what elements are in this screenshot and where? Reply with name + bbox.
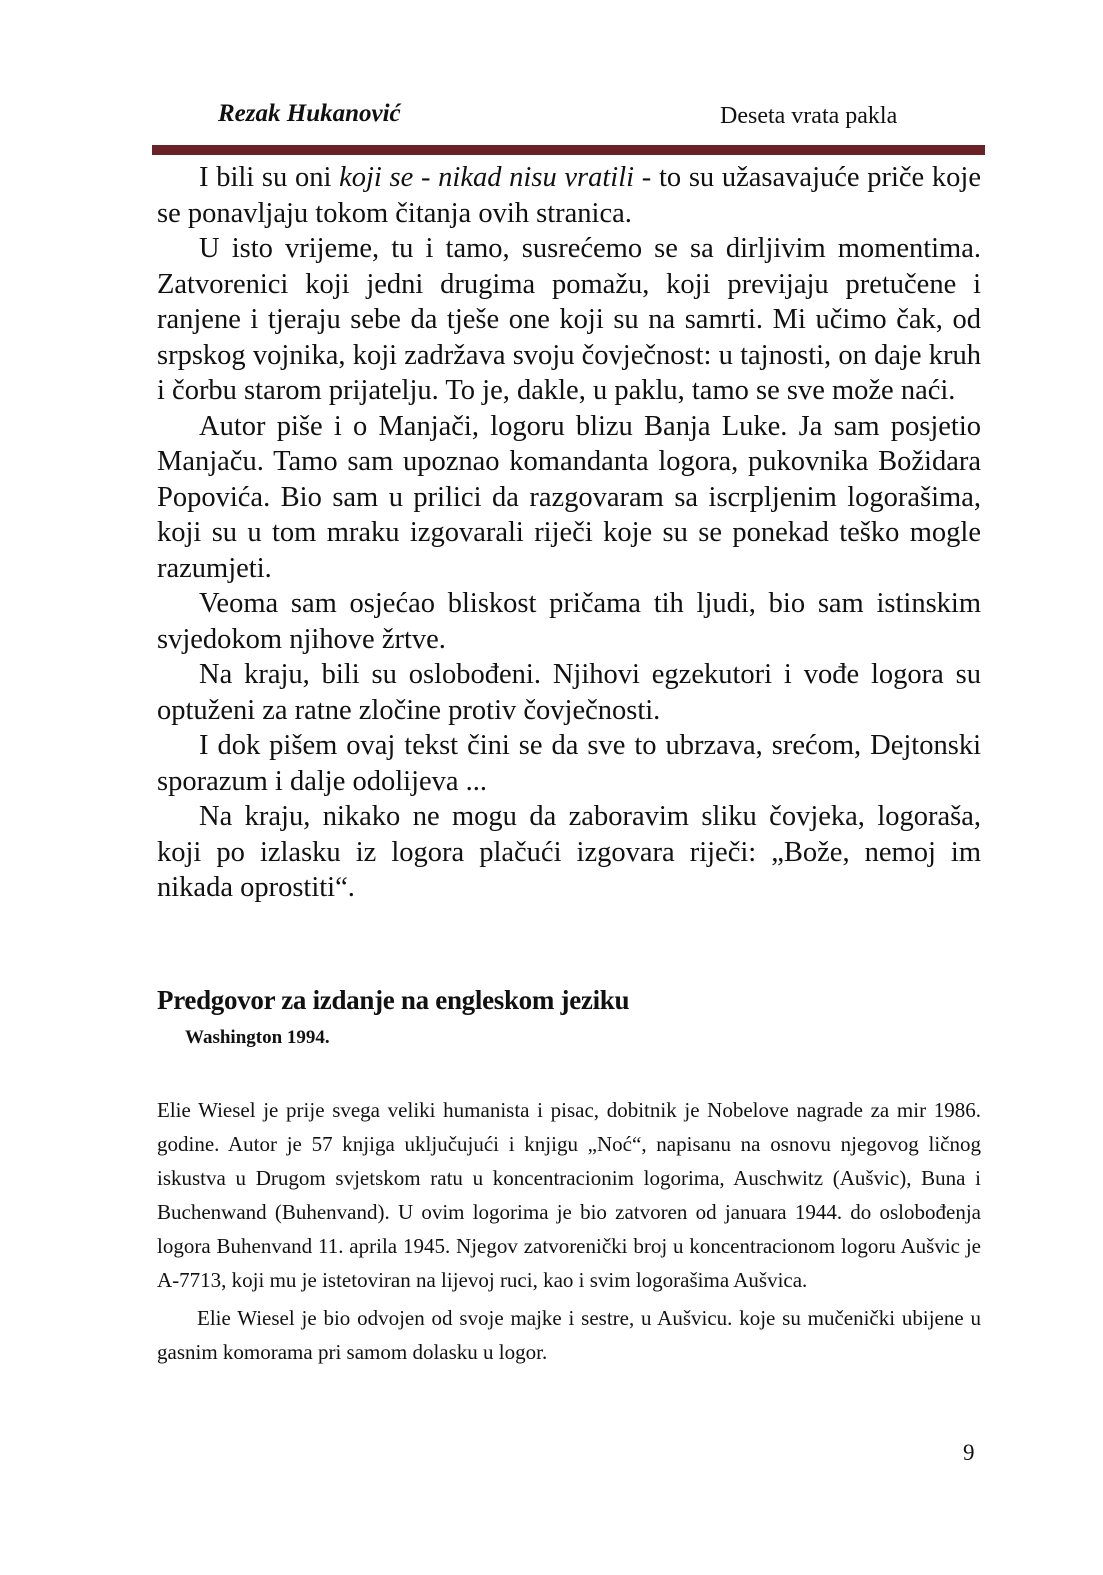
header-rule [152, 145, 985, 155]
italic-phrase: koji se - nikad nisu vratili [339, 162, 635, 193]
paragraph: Autor piše i o Manjači, logoru blizu Banja Luke. Ja sam posjetio Manjaču. Tamo sam upoznao komandanta logora, pukovnika Božidara Popovića. Bio sam u prilici da razgovaram sa iscrpljenim logorašima, koji su u tom mraku izgovarali riječi koje su se ponekad teško mogle razumjeti. [157, 410, 981, 584]
paragraph: I bili su oni koji se - nikad nisu vratili - to su užasavajuće priče koje se ponavljaju tokom čitanja ovih stranica. [157, 162, 981, 229]
paragraph: I dok pišem ovaj tekst čini se da sve to ubrzava, srećom, Dejtonski sporazum i dalje odolijeva ... [157, 730, 981, 797]
paragraph: Na kraju, bili su oslobođeni. Njihovi egzekutori i vođe logora su optuženi za ratne zločine protiv čovječnosti. [157, 659, 981, 726]
paragraph: Elie Wiesel je prije svega veliki humanista i pisac, dobitnik je Nobelove nagrade za mir 1986. godine. Autor je 57 knjiga uključujući i knjigu „Noć“, napisanu na osnovu njegovog ličnog iskustva u Drugom svjetskom ratu u koncentracionim logorima, Auschwitz (Aušvic), Buna i Buchenwand (Buhenvand). U ovim logorima je bio zatvoren od januara 1944. do oslobođenja logora Buhenvand 11. aprila 1945. Njegov zatvorenički broj u koncentracionom logoru Aušvic je A-7713, koji mu je istetoviran na lijevoj ruci, kao i svim logorašima Aušvica. [157, 1098, 981, 1292]
page-number: 9 [963, 1440, 975, 1465]
paragraph: U isto vrijeme, tu i tamo, susrećemo se sa dirljivim momentima. Zatvorenici koji jedni drugima pomažu, koji previjaju pretučene i ranjene i tjeraju sebe da tješe one koji su na samrti. Mi učimo čak, od srpskog vojnika, koji zadržava svoju čovječnost: u tajnosti, on daje kruh i čorbu starom prijatelju. To je, dakle, u paklu, tamo se sve može naći. [157, 233, 981, 406]
paragraph: Na kraju, nikako ne mogu da zaboravim sliku čovjeka, logoraša, koji po izlasku iz logora plačući izgovara riječi: „Bože, nemoj im nikada oprostiti“. [157, 801, 981, 903]
paragraph: Veoma sam osjećao bliskost pričama tih ljudi, bio sam istinskim svjedokom njihove žrtve. [157, 588, 981, 655]
section2-body [157, 1093, 981, 1373]
section1-body [157, 160, 981, 906]
paragraph: Elie Wiesel je bio odvojen od svoje majke i sestre, u Aušvicu. koje su mučenički ubijene u gasnim komorama pri samom dolasku u logor. [157, 1306, 981, 1364]
header-author: Rezak Hukanović [218, 100, 401, 127]
section-heading: Predgovor za izdanje na engleskom jeziku [157, 985, 630, 1015]
section-subheading: Washington 1994. [185, 1027, 330, 1048]
header-book-title: Deseta vrata pakla [720, 103, 898, 129]
